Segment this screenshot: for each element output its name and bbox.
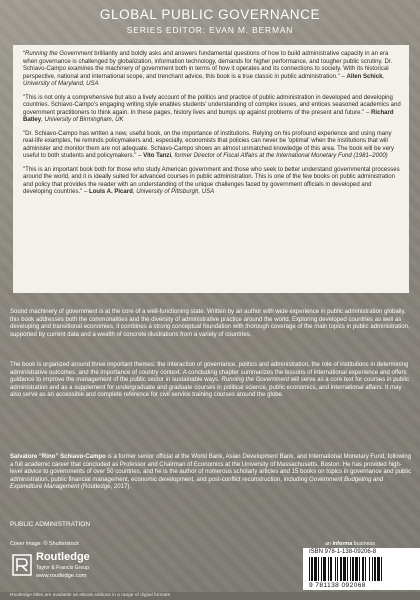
barcode-bar: [309, 557, 310, 581]
barcode-bar: [350, 557, 351, 581]
reviews-panel: [13, 45, 409, 293]
footer-strip: [0, 592, 420, 600]
barcode-bar: [340, 557, 342, 581]
series-editor: SERIES EDITOR: EVAN M. BERMAN: [126, 25, 294, 35]
description-paragraph-1: Sound machinery of government is at the core of a well-functioning state. Written by an author with wide experience in public administration globally, this book addresses both the commonalities and the diversity of administrative practice around the world. Exploring developed countries as well as developing and transitional economies, it combines a strong conceptual foundation with thorough coverage of the main topics in public administration, supported by current data and a wealth of concrete illustrations from a variety of countries.: [10, 309, 410, 338]
author-name: Salvatore “Rino” Schiavo-Campo: [10, 454, 106, 460]
barcode-bar: [372, 557, 373, 581]
barcode-bar: [314, 557, 317, 581]
barcode-bar: [359, 557, 360, 581]
review-book-title: Running the Government: [25, 51, 93, 57]
review-affiliation: , University of Birmingham, UK: [41, 117, 124, 123]
informa-brand: informa: [332, 541, 353, 547]
cover-credit: Cover image: © Shutterstock: [10, 541, 79, 547]
review-text: "Dr. Schiavo-Campo has written a new, useful book, on the importance of institutions. Relying on his profound experience and using many real-life examples, he reminds policymakers and, especially, economists that policies can never be 'optimal' when the institutions that will administer and monitor them are not adequate. Schiavo-Campo shows an almost unmatched knowledge of this area. The book will be very useful to both students and policymakers." –: [23, 130, 394, 159]
review-affiliation: , University of Maryland, USA: [23, 73, 385, 87]
publisher-name: Routledge: [36, 551, 90, 563]
description-paragraph-2: [10, 362, 412, 400]
description-text: The book is organized around three important themes: the interaction of governance, politics and administration, the role of institutions in determining administrative outcomes, and the importance of country context. A concluding chapter summarizes the lessons of international experience and offers guidance to improve the management of the public sector in sustainable ways.: [10, 362, 409, 383]
barcode-bar: [321, 557, 322, 581]
barcode-bar: [365, 557, 366, 581]
barcode-bar: [381, 557, 382, 581]
bio-text: (Routledge, 2017).: [79, 484, 132, 490]
review-tanzi: [23, 131, 401, 161]
review-picard: [23, 167, 401, 197]
review-affiliation: , University of Pittsburgh, USA: [132, 189, 215, 195]
review-author: Louis A. Picard: [89, 189, 133, 195]
barcode-bar: [343, 557, 346, 581]
review-text: brilliantly and boldly asks and answers fundamental questions of how to build administrative capacity in an era when governance is challenged by globalization, information technology, demands for higher performance, and tougher public scrutiny. Dr. Schiavo-Campo examines the machinery of government both in terms of how it operates and its connections to society. With its historical perspective, national and international scope, and trenchant advice, this book is a true classic in public administration." –: [23, 51, 393, 80]
description-text: will serve as a core text for courses in public administration and as a supplement for undergraduate and graduate courses in political science, public economics, and international affairs. It may also serve as an accessible and complete reference for civil service training courses around the globe.: [10, 377, 409, 398]
barcode-bar: [355, 557, 358, 581]
barcode-panel: [303, 548, 420, 590]
review-text: "This is an important book both for those who study American government and those who seek to better understand governmental processes around the world, and it is ideally suited for advanced courses in public administration. This is one of the few books on public administration and policy that provides the reader with an understanding of the unique challenges faced by government officials in developed and developing countries." –: [23, 166, 400, 195]
barcode-bar: [323, 557, 326, 581]
barcode-bar: [347, 557, 348, 581]
publisher-logo: [8, 548, 108, 586]
isbn-number: ISBN 978-1-138-09206-8: [309, 549, 377, 555]
barcode-bar: [377, 557, 380, 581]
barcode-bar: [328, 557, 329, 581]
review-author: Allen Schick: [346, 73, 383, 80]
routledge-mark-icon: [12, 554, 32, 576]
review-batley: [23, 95, 401, 125]
review-affiliation: , former Director of Fiscal Affairs at the International Monetary Fund (1981–2000): [171, 153, 388, 159]
barcode-bar: [362, 557, 364, 581]
review-schick: “Running the Government brilliantly and boldly asks and answers fundamental questions of how to build administrative capacity in an era when governance is challenged by globalization, information technology, demands for higher performance, and tougher public scrutiny. Dr. Schiavo-Campo examines the machinery of government both in terms of how it operates and its connections to society. With its historical perspective, national and international scope, and trenchant advice, this book is a true classic in public administration." – Allen Schick, University of Maryland, USA: [23, 51, 393, 87]
review-author: Vito Tanzi: [143, 153, 172, 159]
series-title: GLOBAL PUBLIC GOVERNANCE: [99, 7, 321, 22]
barcode-bar: [337, 557, 338, 581]
barcode-icon: [309, 557, 414, 581]
description-book-title: Running the Government: [221, 377, 290, 383]
bio-text: is a former senior official at the World Bank, Asian Development Bank, and International Monetary Fund, following a full academic career that concluded as Professor and Chairman of Economics at the University of Massachusetts, Boston. He has provided high-level advice to governments of over 50 countries, and he is the author of numerous scholarly articles and 15 books on topics in governance and public administration, public financial management, economic development, and post-conflict reconstruction, including: [10, 454, 412, 483]
bio-book-title: Government Budgeting and Expenditure Management: [10, 476, 384, 490]
barcode-bar: [374, 557, 376, 581]
publisher-url: www.routledge.com: [36, 573, 87, 579]
review-author: Richard Batley: [23, 109, 394, 123]
publisher-group: Taylor & Francis Group: [36, 565, 90, 571]
subject-category: PUBLIC ADMINISTRATION: [10, 521, 91, 528]
informa-imprint: an informa business: [324, 541, 375, 547]
barcode-bar: [311, 557, 313, 581]
barcode-digits: 9 781138 092068: [309, 582, 366, 589]
barcode-bar: [318, 557, 319, 581]
barcode-bar: [369, 557, 370, 581]
barcode-bar: [352, 557, 354, 581]
ebook-note: Routledge titles are available as eBook editions in a range of digital formats: [10, 593, 170, 598]
barcode-bar: [330, 557, 332, 581]
barcode-bar: [335, 557, 336, 581]
review-text: "This is not only a comprehensive but also a lively account of the politics and practice of public administration in developed and developing countries. Schiavo-Campo's engaging writing style enables students' understanding of complex issues, and entices seasoned academics and government practitioners to think again. In these pages, history lives and bumps up against problems of the present and future." –: [23, 94, 401, 116]
author-bio: [10, 454, 412, 492]
